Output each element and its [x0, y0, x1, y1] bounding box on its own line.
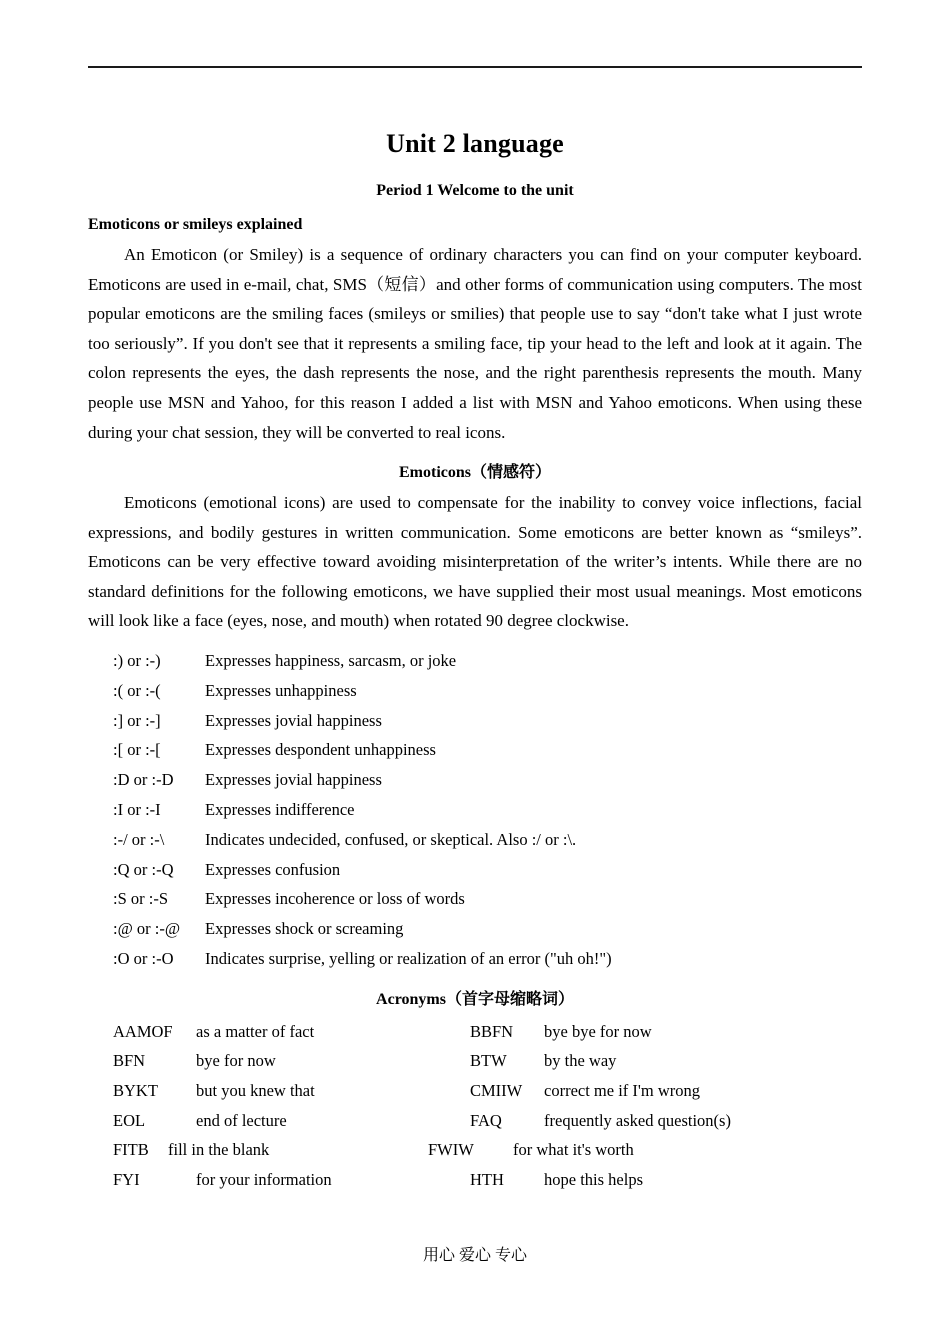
emoticon-code: :I or :-I [113, 800, 161, 819]
emoticon-row [88, 765, 862, 795]
emoticon-row [88, 646, 862, 676]
emoticon-code: :) or :-) [113, 651, 161, 671]
emoticon-code: :O or :-O [113, 948, 174, 968]
acronym-row [88, 1076, 862, 1106]
acronym-value: for your information [196, 1170, 332, 1190]
emoticons-heading: Emoticons（情感符） [398, 464, 551, 482]
acronym-value: frequently asked question(s) [544, 1110, 731, 1130]
acronyms-heading: Acronyms（首字母缩略词） [376, 990, 574, 1008]
acronym-row [88, 1106, 862, 1136]
emoticon-code: :] or :-] [113, 710, 161, 730]
emoticon-description: Expresses jovial happiness [205, 710, 382, 730]
emoticon-description: Expresses incoherence or loss of words [205, 889, 465, 909]
header-divider [88, 66, 862, 68]
emoticon-row [88, 855, 862, 885]
acronym-row [88, 1017, 862, 1047]
acronym-value: by the way [544, 1051, 617, 1071]
emoticon-row [88, 825, 862, 855]
emoticon-code: :[ or :-[ [113, 740, 161, 760]
acronym-value: bye for now [196, 1051, 276, 1071]
emoticon-description: Indicates surprise, yelling or realization of an error ("uh oh!") [205, 948, 612, 968]
emoticon-row [88, 795, 862, 825]
emoticon-code: :Q or :-Q [113, 859, 174, 879]
intro-heading: Emoticons or smileys explained [88, 216, 303, 234]
acronym-table [88, 1017, 862, 1195]
document-content [88, 128, 862, 1195]
acronym-value: fill in the blank [168, 1140, 270, 1160]
acronym-key: FWIW [428, 1140, 474, 1160]
emoticon-description: Indicates undecided, confused, or skeptical. Also :/ or :\. [205, 829, 577, 849]
acronym-value: for what it's worth [513, 1140, 634, 1160]
acronym-row [88, 1165, 862, 1195]
emoticon-row [88, 735, 862, 765]
emoticon-code: :S or :-S [113, 889, 169, 909]
acronym-value: hope this helps [544, 1170, 643, 1190]
acronym-key: FITB [113, 1140, 149, 1160]
intro-paragraph: An Emoticon (or Smiley) is a sequence of ordinary characters you can find on your computer keyboard. Emoticons are used in e-mail, chat, SMS（短信）and other forms of communication using computers. The most popular emoticons are the smiling faces (smileys or smilies) that people use to say “don't take what I just wrote too seriously”. If you don't see that it represents a smiling face, tip your head to the left and look at it again. The colon represents the eyes, the dash represents the nose, and the right parenthesis represents the mouth. Many people use MSN and Yahoo, for this reason I added a list with MSN and Yahoo emoticons. When using these during your chat session, they will be converted to real icons. [88, 245, 862, 442]
emoticon-description: Expresses confusion [205, 859, 341, 879]
acronym-value: as a matter of fact [196, 1021, 315, 1041]
acronym-key: BYKT [113, 1080, 158, 1100]
acronym-key: BTW [470, 1051, 507, 1071]
page-title: Unit 2 language [386, 129, 564, 158]
acronym-value: bye bye for now [544, 1021, 652, 1041]
emoticon-row [88, 944, 862, 974]
acronym-key: HTH [470, 1170, 504, 1190]
acronym-value: correct me if I'm wrong [544, 1080, 700, 1100]
acronym-value: end of lecture [196, 1110, 287, 1130]
acronym-key: AAMOF [113, 1021, 173, 1041]
emoticon-description: Expresses despondent unhappiness [205, 740, 436, 760]
emoticon-row [88, 706, 862, 736]
emoticon-row [88, 884, 862, 914]
emoticon-row [88, 914, 862, 944]
emoticon-code: :@ or :-@ [113, 919, 181, 939]
acronym-key: FYI [113, 1170, 140, 1190]
emoticon-description: Expresses indifference [205, 800, 355, 819]
acronym-key: CMIIW [470, 1080, 523, 1100]
emoticons-paragraph: Emoticons (emotional icons) are used to compensate for the inability to convey voice inflections, facial expressions, and bodily gestures in written communication. Some emoticons are better known as “smileys”. Emoticons can be very effective toward avoiding misinterpretation of the writer’s intents. While there are no standard definitions for the following emoticons, we have supplied their most usual meanings. Most emoticons will look like a face (eyes, nose, and mouth) when rotated 90 degree clockwise. [88, 493, 862, 631]
acronym-key: FAQ [470, 1110, 502, 1130]
period-heading: Period 1 Welcome to the unit [376, 181, 574, 199]
emoticon-code: :( or :-( [113, 680, 161, 700]
acronym-value: but you knew that [196, 1080, 315, 1100]
acronym-row [88, 1135, 862, 1165]
emoticon-description: Expresses shock or screaming [205, 919, 404, 939]
emoticon-description: Expresses jovial happiness [205, 770, 382, 790]
page-footer: 用心 爱心 专心 [422, 1247, 527, 1264]
emoticon-list [88, 646, 862, 974]
acronym-key: BBFN [470, 1021, 514, 1041]
acronym-row [88, 1046, 862, 1076]
acronym-key: EOL [113, 1110, 146, 1130]
emoticon-description: Expresses happiness, sarcasm, or joke [205, 651, 457, 671]
acronym-key: BFN [113, 1051, 146, 1071]
emoticon-code: :D or :-D [113, 770, 174, 790]
emoticon-description: Expresses unhappiness [205, 680, 357, 700]
emoticon-row [88, 676, 862, 706]
emoticon-code: :-/ or :-\ [113, 829, 165, 849]
